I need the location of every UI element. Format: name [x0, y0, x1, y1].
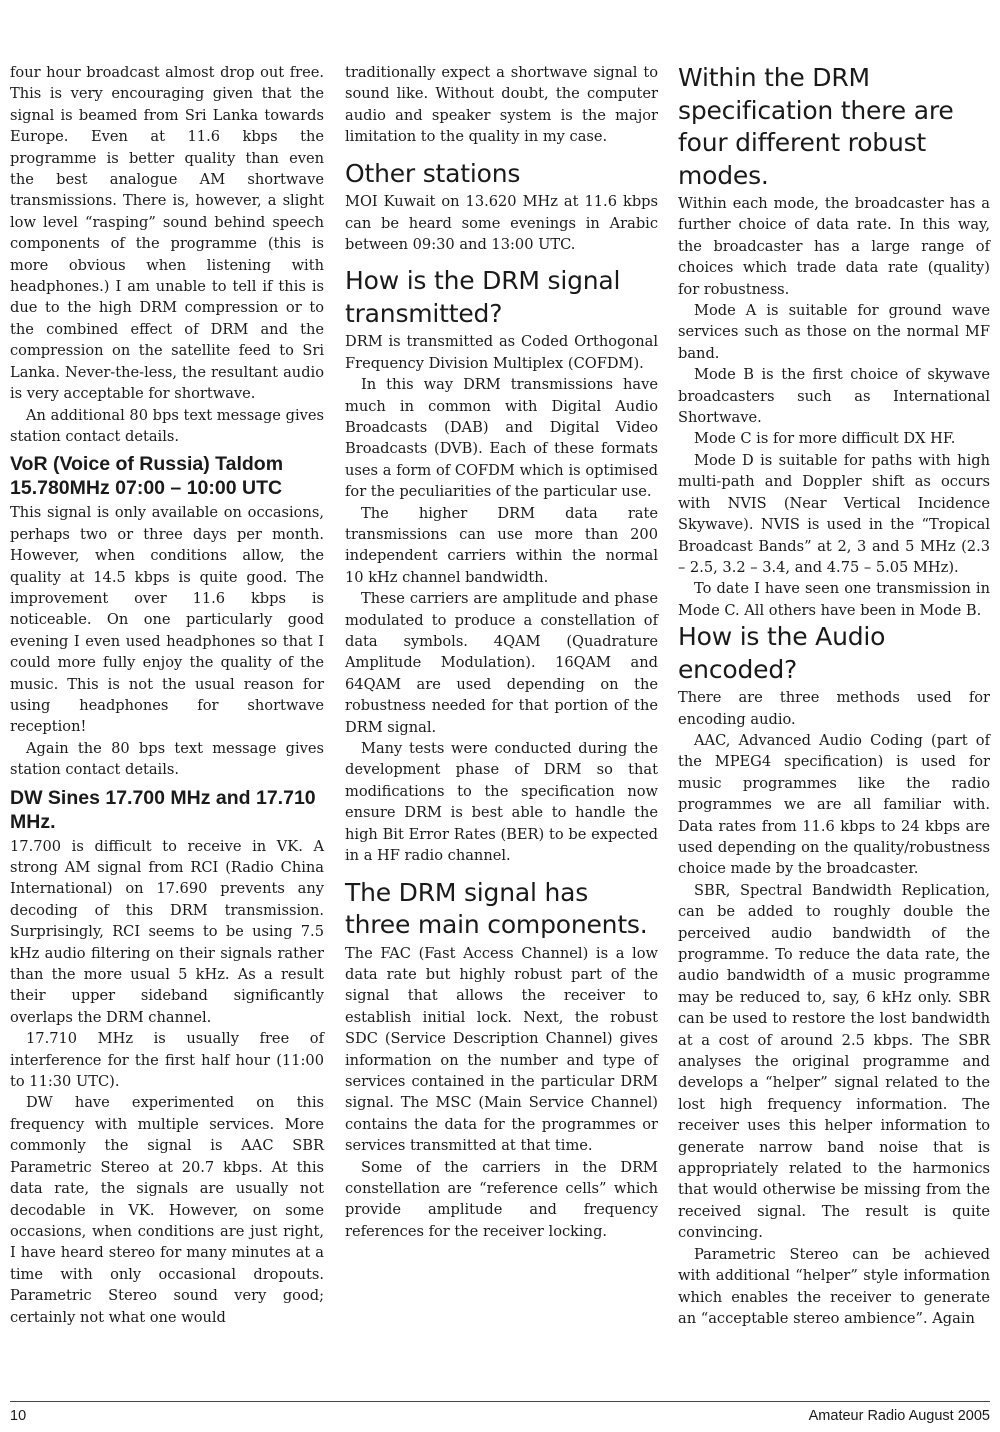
- page-number: 10: [10, 1408, 27, 1424]
- column-2: [345, 62, 658, 1242]
- heading-three-components: The DRM signal has three main components.: [345, 877, 648, 939]
- heading-audio-encoded: How is the Audio encoded?: [678, 622, 886, 684]
- paragraph: four hour broadcast almost drop out free. This is very encouraging given that the signal is beamed from Sri Lanka towards Europe. Even at 11.6 kbps the programme is better quality than even the best analogue AM shortwave transmissions. There is, however, a slight low level “rasping” sound behind speech components of the programme (this is more obvious when listening with headphones.) I am unable to tell if this is due to the high DRM compression or to the combined effect of DRM and the compression on the satellite feed to Sri Lanka. Never-the-less, the resultant audio is very acceptable for shortwave.: [10, 64, 324, 403]
- paragraph: The higher DRM data rate transmissions can use more than 200 independent carriers within the normal 10 kHz channel bandwidth.: [345, 504, 658, 586]
- heading-other-stations: Other stations: [345, 158, 521, 188]
- paragraph: 17.710 MHz is usually free of interference for the first half hour (11:00 to 11:30 UTC).: [10, 1030, 324, 1091]
- subheading-vor-taldom: VoR (Voice of Russia) Taldom 15.780MHz 07:00 – 10:00 UTC: [10, 453, 284, 500]
- paragraph: An additional 80 bps text message gives station contact details.: [10, 406, 324, 445]
- paragraph: 17.700 is difficult to receive in VK. A strong AM signal from RCI (Radio China International) on 17.690 prevents any decoding of this DRM transmission. Surprisingly, RCI seems to be using 7.5 kHz audio filtering on their signals rather than the more usual 5 kHz. As a result their upper sideband significantly overlaps the DRM channel.: [10, 837, 324, 1026]
- heading-robust-modes: Within the DRM specification there are four different robust modes.: [678, 63, 954, 190]
- paragraph: This signal is only available on occasions, perhaps two or three days per month. However, when conditions allow, the quality at 14.5 kbps is quite good. The improvement over 11.6 kbps is noticeable. On one particularly good evening I even used headphones so that I could more fully enjoy the quality of the music. This is not the usual reason for using headphones for shortwave reception!: [10, 504, 324, 736]
- paragraph: DRM is transmitted as Coded Orthogonal Frequency Division Multiplex (COFDM).: [345, 333, 658, 372]
- paragraph: The FAC (Fast Access Channel) is a low data rate but highly robust part of the signal that allows the receiver to establish initial lock. Next, the robust SDC (Service Description Channel) gives information on the number and type of services contained in the particular DRM signal. The MSC (Main Service Channel) contains the data for the programmes or services transmitted at that time.: [345, 944, 658, 1155]
- column-3: [678, 62, 990, 1329]
- paragraph: Mode B is the first choice of skywave broadcasters such as International Shortwave.: [678, 366, 990, 427]
- paragraph: Mode D is suitable for paths with high multi-path and Doppler shift as occurs with NVIS (Near Vertical Incidence Skywave). NVIS is used in the “Tropical Broadcast Bands” at 2, 3 and 5 MHz (2.3 – 2.5, 3.2 – 3.4, and 4.75 – 5.05 MHz).: [678, 451, 990, 576]
- paragraph: Mode C is for more difficult DX HF.: [694, 430, 956, 448]
- paragraph: To date I have seen one transmission in Mode C. All others have been in Mode B.: [678, 580, 990, 619]
- paragraph: Many tests were conducted during the development phase of DRM so that modifications to the specification now ensure DRM is best able to handle the high Bit Error Rates (BER) to be expected in a HF radio channel.: [345, 740, 658, 865]
- paragraph: traditionally expect a shortwave signal to sound like. Without doubt, the computer audio and speaker system is the major limitation to the quality in my case.: [345, 64, 658, 146]
- page-footer: [10, 1401, 990, 1424]
- publication-name: Amateur Radio August 2005: [808, 1408, 990, 1424]
- paragraph: Again the 80 bps text message gives station contact details.: [10, 739, 324, 779]
- paragraph: DW have experimented on this frequency with multiple services. More commonly the signal is AAC SBR Parametric Stereo at 20.7 kbps. At this data rate, the signals are usually not decodable in VK. However, on some occasions, when conditions are just right, I have heard stereo for many minutes at a time with only occasional dropouts. Parametric Stereo sound very good; certainly not what one would: [10, 1094, 324, 1326]
- heading-drm-transmitted: How is the DRM signal transmitted?: [345, 266, 621, 328]
- subheading-dw-sines: DW Sines 17.700 MHz and 17.710 MHz.: [10, 786, 316, 833]
- paragraph: In this way DRM transmissions have much in common with Digital Audio Broadcasts (DAB) and Digital Video Broadcasts (DVB). Each of these formats uses a form of COFDM which is optimised for the peculiarities of the particular use.: [345, 376, 658, 501]
- paragraph: Mode A is suitable for ground wave services such as those on the normal MF band.: [678, 302, 990, 362]
- paragraph: Some of the carriers in the DRM constellation are “reference cells” which provide amplitude and frequency references for the receiver locking.: [345, 1158, 658, 1240]
- paragraph: MOI Kuwait on 13.620 MHz at 11.6 kbps can be heard some evenings in Arabic between 09:30 and 13:00 UTC.: [345, 193, 658, 253]
- paragraph: AAC, Advanced Audio Coding (part of the MPEG4 specification) is used for music programmes like the radio programmes we are all familiar with. Data rates from 11.6 kbps to 24 kbps are used depending on the quality/robustness choice made by the broadcaster.: [678, 731, 990, 878]
- paragraph: These carriers are amplitude and phase modulated to produce a constellation of data symbols. 4QAM (Quadrature Amplitude Modulation). 16QAM and 64QAM are used depending on the robustness needed for that portion of the DRM signal.: [345, 590, 658, 736]
- paragraph: There are three methods used for encoding audio.: [678, 689, 990, 728]
- paragraph: SBR, Spectral Bandwidth Replication, can be added to roughly double the perceived audio bandwidth of the programme. To reduce the data rate, the audio bandwidth of a music programme may be reduced to, say, 6 kHz only. SBR can be used to restore the lost bandwidth at a cost of around 2.5 kbps. The SBR analyses the original programme and develops a “helper” signal related to the lost high frequency information. The receiver uses this helper information to generate narrow band noise that is appropriately related to the harmonics that would otherwise be missing from the received signal. The result is quite convincing.: [678, 881, 990, 1242]
- paragraph: Parametric Stereo can be achieved with additional “helper” style information which enables the receiver to generate an “acceptable stereo ambience”. Again: [678, 1245, 990, 1327]
- column-1: [10, 62, 324, 1328]
- paragraph: Within each mode, the broadcaster has a further choice of data rate. In this way, the broadcaster has a large range of choices which trade data rate (quality) for robustness.: [678, 195, 990, 298]
